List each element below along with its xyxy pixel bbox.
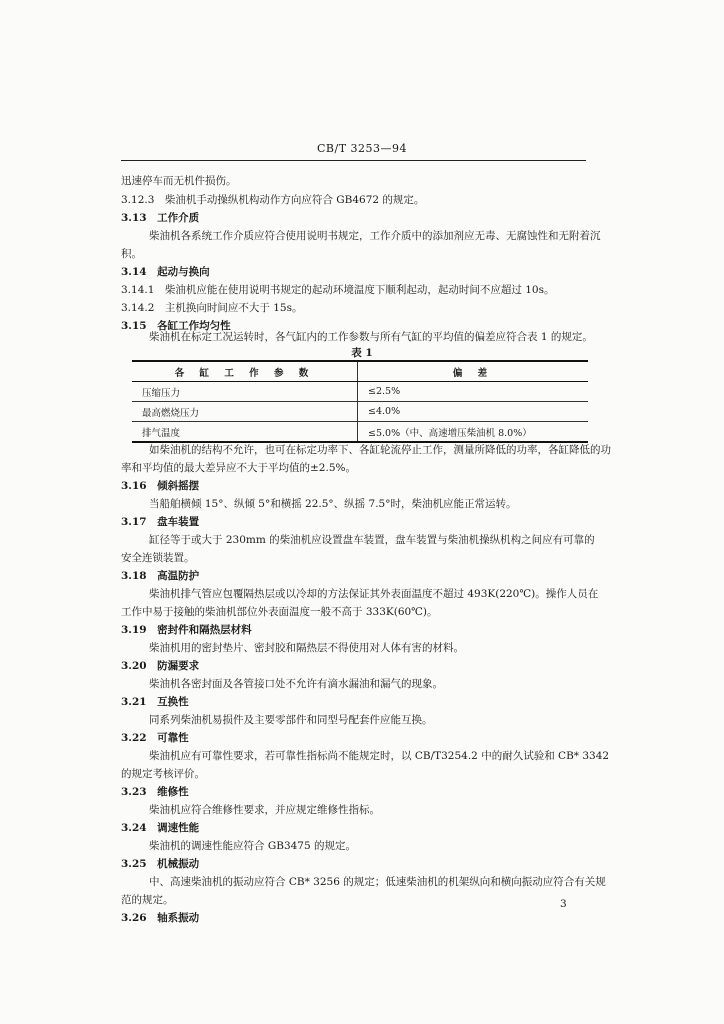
section-heading: 3.14 起动与换向 [121,266,210,278]
section-heading: 3.23 维修性 [121,786,189,798]
section-heading: 3.22 可靠性 [121,732,189,744]
text-line: 柴油机的调速性能应符合 GB3475 的规定。 [149,840,357,852]
section-heading: 3.21 互换性 [121,696,189,708]
table-row [132,382,588,402]
text-line: 同系列柴油机易损件及主要零部件和同型号配套件应能互换。 [149,714,433,726]
text-line: 柴油机各密封面及各管接口处不允许有滴水漏油和漏气的现象。 [149,678,443,690]
text-line: 当船舶横倾 15°、纵倾 5°和横摇 22.5°、纵摇 7.5°时，柴油机应能正常运转。 [149,498,517,510]
section-heading: 3.19 密封件和隔热层材料 [121,624,252,636]
text-line: 柴油机在标定工况运转时，各气缸内的工作参数与所有气缸的平均值的偏差应符合表 1 的规定。 [149,331,593,343]
table-header-cell: 偏 差 [358,361,589,382]
table-caption: 表 1 [351,347,373,359]
header-rule [121,160,586,161]
text-line: 安全连锁装置。 [121,552,195,564]
standard-header: CB/T 3253—94 [316,142,408,155]
section-heading: 3.13 工作介质 [121,212,200,224]
section-heading: 3.26 轴系振动 [121,912,200,924]
text-line: 积。 [121,248,142,260]
table-row [132,402,588,422]
table-cell: 压缩压力 [132,382,358,402]
text-line: 中、高速柴油机的振动应符合 CB* 3256 的规定；低速柴油机的机架纵向和横向振动应符合有关规 [149,876,606,888]
deviation-table [132,360,588,443]
text-line: 如柴油机的结构不允许，也可在标定功率下、各缸轮流停止工作，测量所降低的功率，各缸降低的功 [149,444,611,456]
table-cell: 最高燃烧压力 [132,402,358,422]
text-line: 柴油机用的密封垫片、密封胶和隔热层不得使用对人体有害的材料。 [149,642,464,654]
text-line: 3.14.1 柴油机应能在使用说明书规定的起动环境温度下顺利起动，起动时间不应超过 10s。 [121,284,555,296]
text-line: 的规定考核评价。 [121,768,205,780]
page-number: 3 [560,898,567,910]
section-heading: 3.20 防漏要求 [121,660,200,672]
table-header-cell: 各 缸 工 作 参 数 [132,361,358,382]
text-line: 迅速停车而无机件损伤。 [121,175,237,187]
text-line: 柴油机应符合维修性要求，并应规定维修性指标。 [149,804,380,816]
table-cell: ≤5.0%（中、高速增压柴油机 8.0%） [358,422,589,443]
section-heading: 3.17 盘车装置 [121,516,200,528]
table-header-row [132,361,588,382]
text-line: 柴油机各系统工作介质应符合使用说明书规定，工作介质中的添加剂应无毒、无腐蚀性和无附着沉 [149,230,601,242]
text-line: 3.14.2 主机换向时间应不大于 15s。 [121,302,303,314]
section-heading: 3.25 机械振动 [121,858,200,870]
text-line: 工作中易于接触的柴油机部位外表面温度一般不高于 333K(60℃)。 [121,606,438,618]
section-heading: 3.24 调速性能 [121,822,200,834]
text-line: 范的规定。 [121,894,174,906]
section-heading: 3.18 高温防护 [121,570,200,582]
text-line: 柴油机排气管应包覆隔热层或以冷却的方法保证其外表面温度不超过 493K(220℃)。操作人员在 [149,588,599,600]
section-heading: 3.16 倾斜摇摆 [121,480,200,492]
table-row [132,422,588,443]
table-cell: 排气温度 [132,422,358,443]
section-heading: 3.15 各缸工作均匀性 [121,320,231,332]
text-line: 缸径等于或大于 230mm 的柴油机应设置盘车装置，盘车装置与柴油机操纵机构之间应有可靠的 [149,534,595,546]
text-line: 率和平均值的最大差异应不大于平均值的±2.5%。 [121,462,356,474]
text-line: 3.12.3 柴油机手动操纵机构动作方向应符合 GB4672 的规定。 [121,194,425,206]
table-cell: ≤2.5% [358,382,589,402]
text-line: 柴油机应有可靠性要求，若可靠性指标尚不能规定时，以 CB/T3254.2 中的耐久试验和 CB* 3342 [149,750,610,762]
table-cell: ≤4.0% [358,402,589,422]
